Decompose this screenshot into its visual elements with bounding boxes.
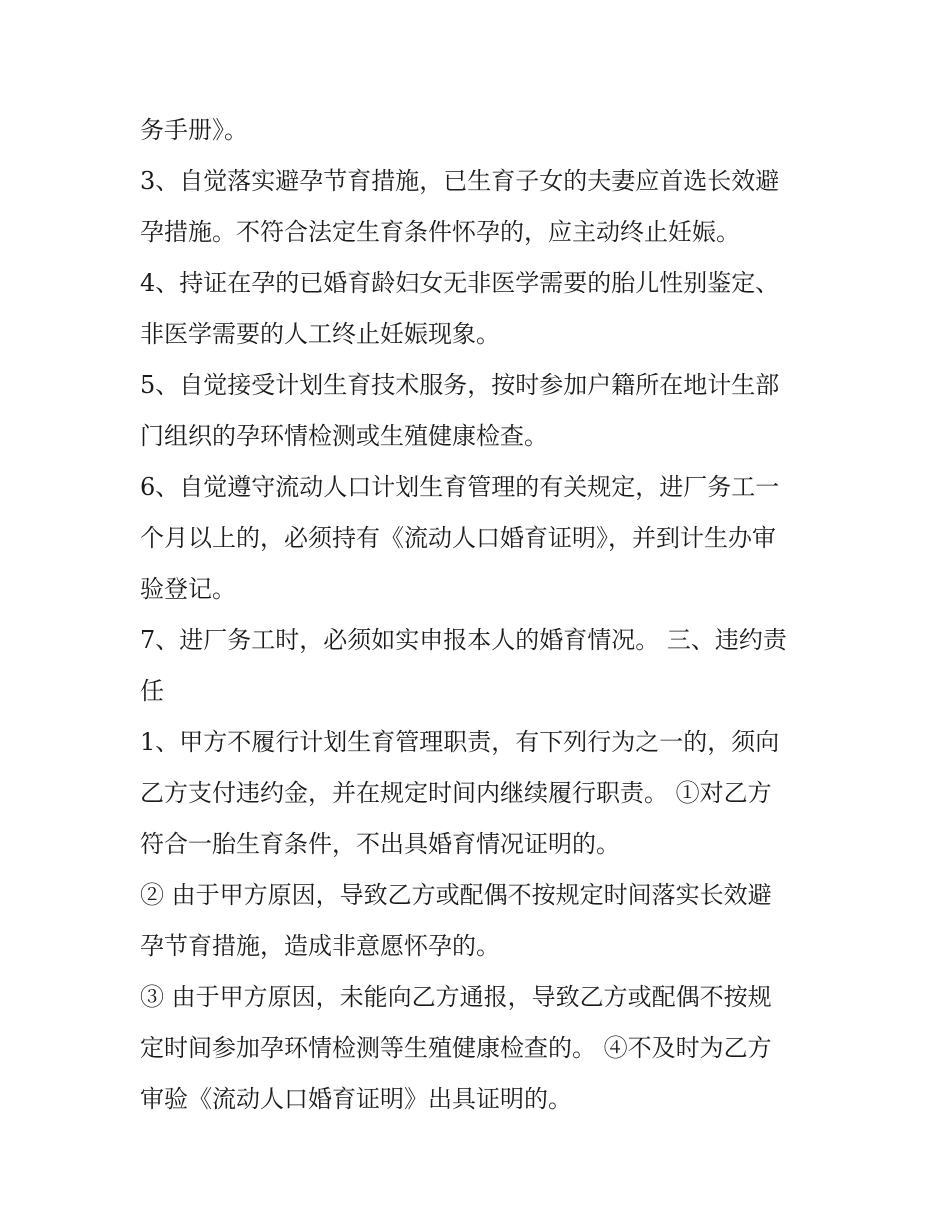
text-line: 6、自觉遵守流动人口计划生育管理的有关规定，进厂务工一 [140, 473, 780, 501]
text-line: 4、持证在孕的已婚育龄妇女无非医学需要的胎儿性别鉴定、 [140, 269, 780, 297]
text-line: 孕节育措施，造成非意愿怀孕的。 [140, 932, 500, 960]
text-line: 务手册》。 [140, 116, 248, 144]
text-line: 3、自觉落实避孕节育措施，已生育子女的夫妻应首选长效避 [140, 167, 780, 195]
text-line: ③ 由于甲方原因，未能向乙方通报，导致乙方或配偶不按规 [140, 983, 772, 1011]
text-line: 5、自觉接受计划生育技术服务，按时参加户籍所在地计生部 [140, 371, 780, 399]
text-line: 任 [140, 677, 164, 705]
text-line: 个月以上的，必须持有《流动人口婚育证明》，并到计生办审 [140, 524, 776, 552]
text-line: 非医学需要的人工终止妊娠现象。 [140, 320, 500, 348]
text-line: 门组织的孕环情检测或生殖健康检查。 [140, 422, 548, 450]
text-line: 孕措施。不符合法定生育条件怀孕的，应主动终止妊娠。 [140, 218, 740, 246]
text-line: 符合一胎生育条件，不出具婚育情况证明的。 [140, 830, 620, 858]
text-line: ② 由于甲方原因，导致乙方或配偶不按规定时间落实长效避 [140, 881, 772, 909]
text-line: 定时间参加孕环情检测等生殖健康检查的。 ④不及时为乙方 [140, 1034, 772, 1062]
text-line: 审验《流动人口婚育证明》出具证明的。 [140, 1085, 572, 1113]
text-line: 乙方支付违约金，并在规定时间内继续履行职责。 ①对乙方 [140, 779, 772, 807]
text-line: 1、甲方不履行计划生育管理职责，有下列行为之一的，须向 [140, 728, 780, 756]
text-line: 验登记。 [140, 575, 236, 603]
text-line: 7、进厂务工时，必须如实申报本人的婚育情况。 三、违约责 [140, 626, 787, 654]
